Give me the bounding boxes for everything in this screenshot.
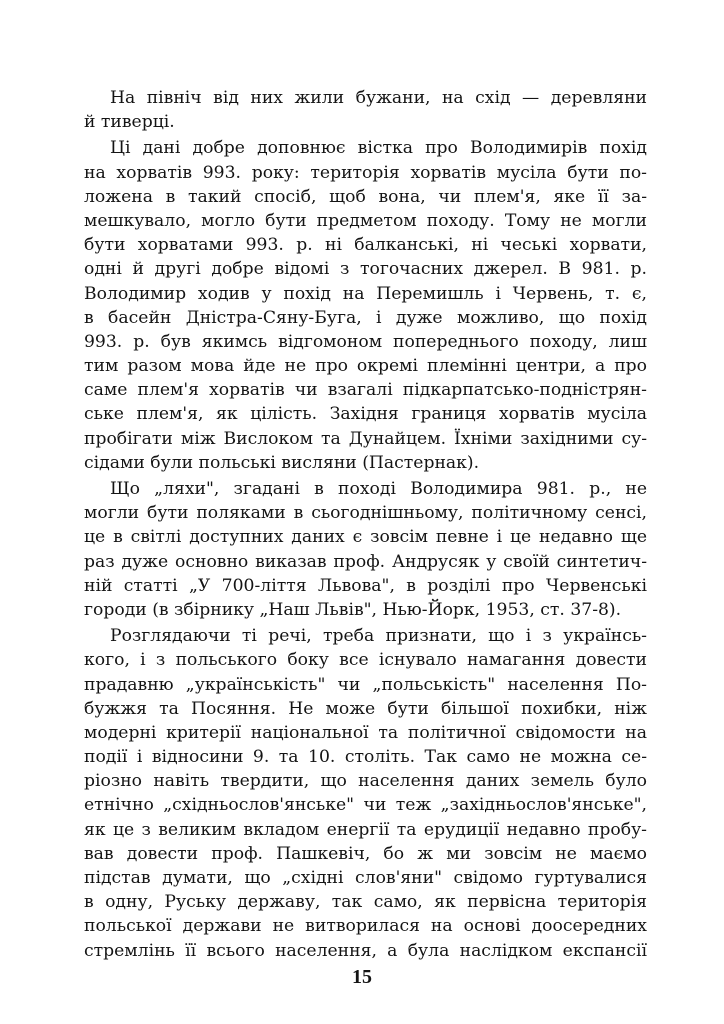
text-line: прадавню „українськість" чи „польськість" населення По- <box>84 674 647 695</box>
text-line: бужжя та Посяння. Не може бути більшої похибки, ніж <box>84 698 647 719</box>
text-line: підстав думати, що „східні слов'яни" свідомо гуртувалися <box>84 868 647 888</box>
text-line: Ці дані добре доповнює вістка про Володимирів похід <box>110 138 647 159</box>
text-line: модерні критерії національної та політичної свідомости на <box>84 722 647 743</box>
text-line: тим разом мова йде не про окремі племінні центри, а про <box>84 356 647 377</box>
text-line: як це з великим вкладом енергії та ерудиції недавно пробу- <box>84 819 647 840</box>
text-line: сідами були польські висляни (Пастернак). <box>84 452 480 473</box>
text-line: На північ від них жили бужани, на схід — деревляни <box>110 88 647 108</box>
paragraph <box>84 477 647 622</box>
text-line: ложена в такий спосіб, щоб вона, чи плем'я, яке її за- <box>84 186 647 207</box>
text-line: 993. р. був якимсь відгомоном попереднього походу, лиш <box>84 331 647 352</box>
text-line: й тиверці. <box>84 112 175 133</box>
text-line: стремлінь її всього населення, а була наслідком експансії <box>84 940 647 961</box>
paragraph <box>84 624 647 963</box>
body-text <box>84 86 647 965</box>
text-line: одні й другі добре відомі з тогочасних джерел. В 981. р. <box>84 259 647 280</box>
text-line: етнічно „східньослов'янське" чи теж „західньослов'янське", <box>84 795 647 816</box>
text-line: вав довести проф. Пашкевіч, бо ж ми зовсім не маємо <box>84 843 647 864</box>
text-line: в одну, Руську державу, так само, як первісна територія <box>84 892 647 913</box>
text-line: на хорватів 993. року: територія хорватів мусіла бути по- <box>84 162 647 183</box>
text-line: мешкувало, могло бути предметом походу. Тому не могли <box>84 210 647 231</box>
text-line: Що „ляхи", згадані в поході Володимира 981. р., не <box>110 479 647 499</box>
text-line: ріозно навіть твердити, що населення даних земель було <box>84 771 647 792</box>
text-line: саме плем'я хорватів чи взагалі підкарпатсько-подністрян- <box>84 380 647 401</box>
text-line: раз дуже основно виказав проф. Андрусяк у своїй синтетич- <box>84 551 647 572</box>
text-line: могли бути поляками в сьогоднішньому, політичному сенсі, <box>84 503 647 524</box>
text-line: городи (в збірнику „Наш Львів", Нью-Йорк, 1953, ст. 37-8). <box>84 599 622 620</box>
text-line: в басейн Дністра-Сяну-Буга, і дуже можливо, що похід <box>84 307 647 328</box>
text-line: польської держави не витворилася на основі доосередних <box>84 916 647 937</box>
text-line: Володимир ходив у похід на Перемишль і Червень, т. є, <box>84 283 647 304</box>
paragraph <box>84 136 647 475</box>
text-line: це в світлі доступних даних є зовсім певне і це недавно ще <box>84 527 647 548</box>
text-line: ське плем'я, як цілість. Західня границя хорватів мусіла <box>84 404 647 425</box>
text-line: події і відносини 9. та 10. століть. Так само не можна се- <box>84 747 647 768</box>
text-line: Розглядаючи ті речі, треба признати, що і з українсь- <box>110 626 647 647</box>
page-number: 15 <box>352 966 372 988</box>
paragraph <box>84 86 647 134</box>
text-line: кого, і з польського боку все існувало намагання довести <box>84 650 647 671</box>
text-line: бути хорватами 993. р. ні балканські, ні чеські хорвати, <box>84 235 647 256</box>
text-line: пробігати між Вислоком та Дунайцем. Їхніми західними су- <box>84 428 647 449</box>
text-line: ній статті „У 700-ліття Львова", в розділі про Червенські <box>84 575 647 596</box>
